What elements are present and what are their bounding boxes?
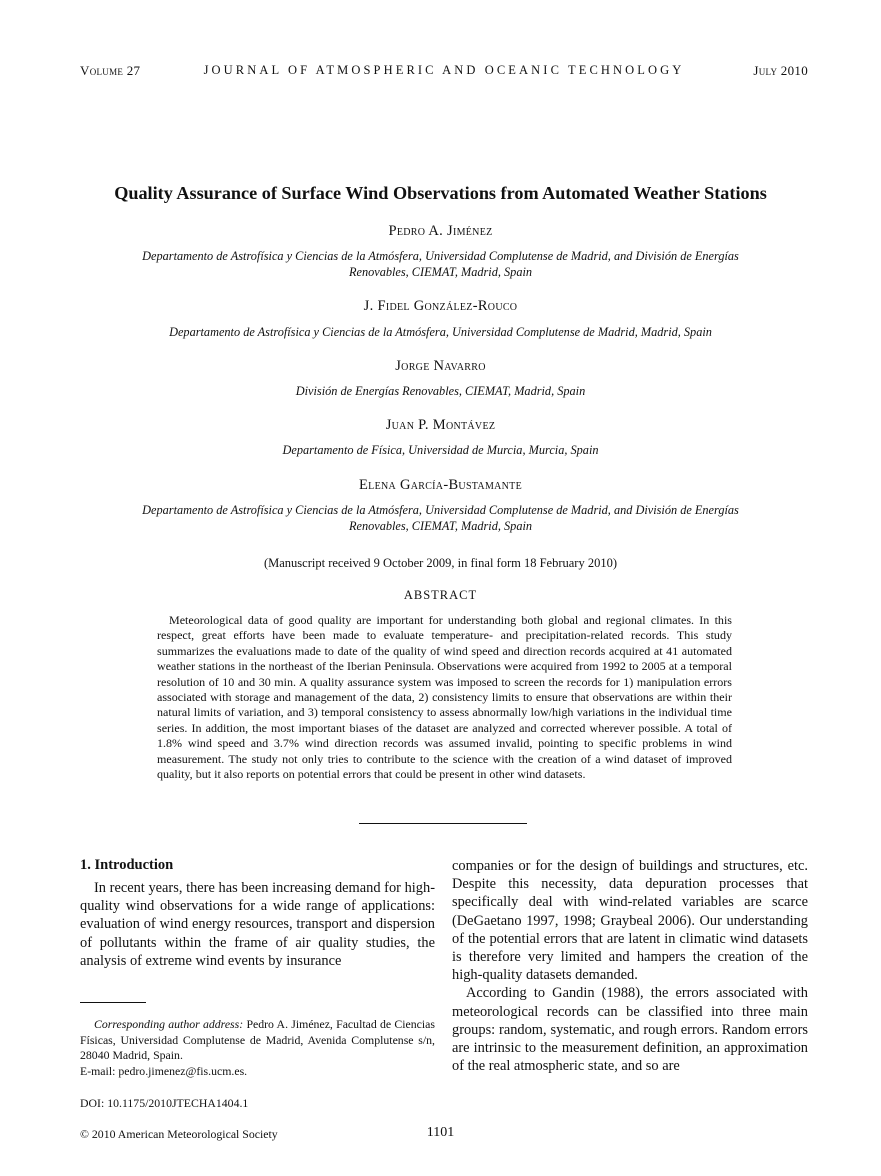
footnote-address: Pedro A. Jiménez, Facultad de Ciencias Físicas, Universidad Complutense de Madrid, Avenida Complutense s/n, 28040 Madrid, Spain. — [80, 1017, 436, 1062]
abstract-text: Meteorological data of good quality are important for understanding both global and regional climates. In this respect, great efforts have been made to evaluate temperature- and precipitation-related records. This study summarizes the evaluations made to date of the quality of wind speed and direction records acquired at 41 automated weather stations in the northeast of the Iberian Peninsula. Observations were acquired from 1992 to 2005 at a temporal resolution of 10 and 30 min. A quality assurance system was imposed to screen the records for 1) manipulation errors associated with storage and management of the data, 2) consistency limits to ensure that observations are within their natural limits of variation, and 3) temporal consistency to assess abnormally low/high variations in the individual time series. In addition, the most important biases of the dataset are analyzed and corrected wherever possible. A total of 1.8% wind speed and 3.7% wind direction records was assumed invalid, pointing to specific problems in wind measurement. The study not only tries to contribute to the science with the creation of a wind dataset of improved quality, but it also reports on potential errors that could be present in other wind datasets. — [157, 613, 732, 782]
author-name: J. Fidel González-Rouco — [363, 298, 518, 314]
issue-date: July 2010 — [753, 63, 808, 78]
author-name: Juan P. Montávez — [385, 417, 496, 433]
author-name: Jorge Navarro — [395, 358, 486, 374]
footnote-email: E-mail: pedro.jimenez@fis.ucm.es. — [80, 1063, 248, 1078]
abstract-heading: ABSTRACT — [403, 588, 478, 602]
author-affiliation: Departamento de Astrofísica y Ciencias de la Atmósfera, Universidad Complutense de Madrid, Madrid, Spain — [169, 325, 712, 339]
volume-label: Volume 27 — [80, 63, 141, 78]
section-divider — [359, 823, 527, 824]
author-affiliation: Departamento de Física, Universidad de Murcia, Murcia, Spain — [282, 443, 599, 457]
body-paragraph: According to Gandin (1988), the errors associated with meteorological records can be classified into three main groups: random, systematic, and rough errors. Random errors are intrinsic to the measurement definition, an approximation of the real atmospheric state, and so are — [452, 985, 808, 1075]
author-affiliation: Departamento de Astrofísica y Ciencias de la Atmósfera, Universidad Complutense de Madrid, and División de Energías Renovables, CIEMAT, Madrid, Spain — [142, 249, 739, 279]
section-heading: 1. Introduction — [80, 857, 174, 873]
author-affiliation: División de Energías Renovables, CIEMAT, Madrid, Spain — [295, 384, 586, 398]
manuscript-dates: (Manuscript received 9 October 2009, in final form 18 February 2010) — [263, 556, 618, 570]
abstract-body — [157, 613, 732, 782]
footnote-label: Corresponding author address: — [94, 1017, 244, 1031]
body-paragraph: companies or for the design of buildings and structures, etc. Despite this necessity, data depuration processes that specifically deal with wind-related variables are scarce (DeGaetano 1997, 1998; Graybeal 2006). Our understanding of the potential errors that are latent in climatic wind datasets is therefore very limited and hampers the creation of the high-quality datasets demanded. — [452, 858, 808, 984]
left-column — [80, 857, 435, 970]
footnote-divider — [80, 1002, 146, 1003]
footnote — [80, 1017, 435, 1079]
paper-title: Quality Assurance of Surface Wind Observations from Automated Weather Stations — [114, 183, 767, 203]
doi: DOI: 10.1175/2010JTECHA1404.1 — [80, 1096, 249, 1110]
body-paragraph: In recent years, there has been increasing demand for high-quality wind observations for a wide range of applications: evaluation of wind energy resources, transport and dispersion of pollutants within the frame of air quality studies, the analysis of extreme wind events by insurance — [80, 880, 435, 969]
author-name: Pedro A. Jiménez — [388, 223, 493, 239]
copyright: © 2010 American Meteorological Society — [80, 1127, 278, 1141]
author-name: Elena García-Bustamante — [359, 477, 522, 493]
page-number: 1101 — [426, 1125, 455, 1140]
right-column — [452, 857, 808, 1075]
journal-name: JOURNAL OF ATMOSPHERIC AND OCEANIC TECHNOLOGY — [203, 63, 685, 77]
author-affiliation: Departamento de Astrofísica y Ciencias de la Atmósfera, Universidad Complutense de Madrid, and División de Energías Renovables, CIEMAT, Madrid, Spain — [142, 503, 739, 533]
